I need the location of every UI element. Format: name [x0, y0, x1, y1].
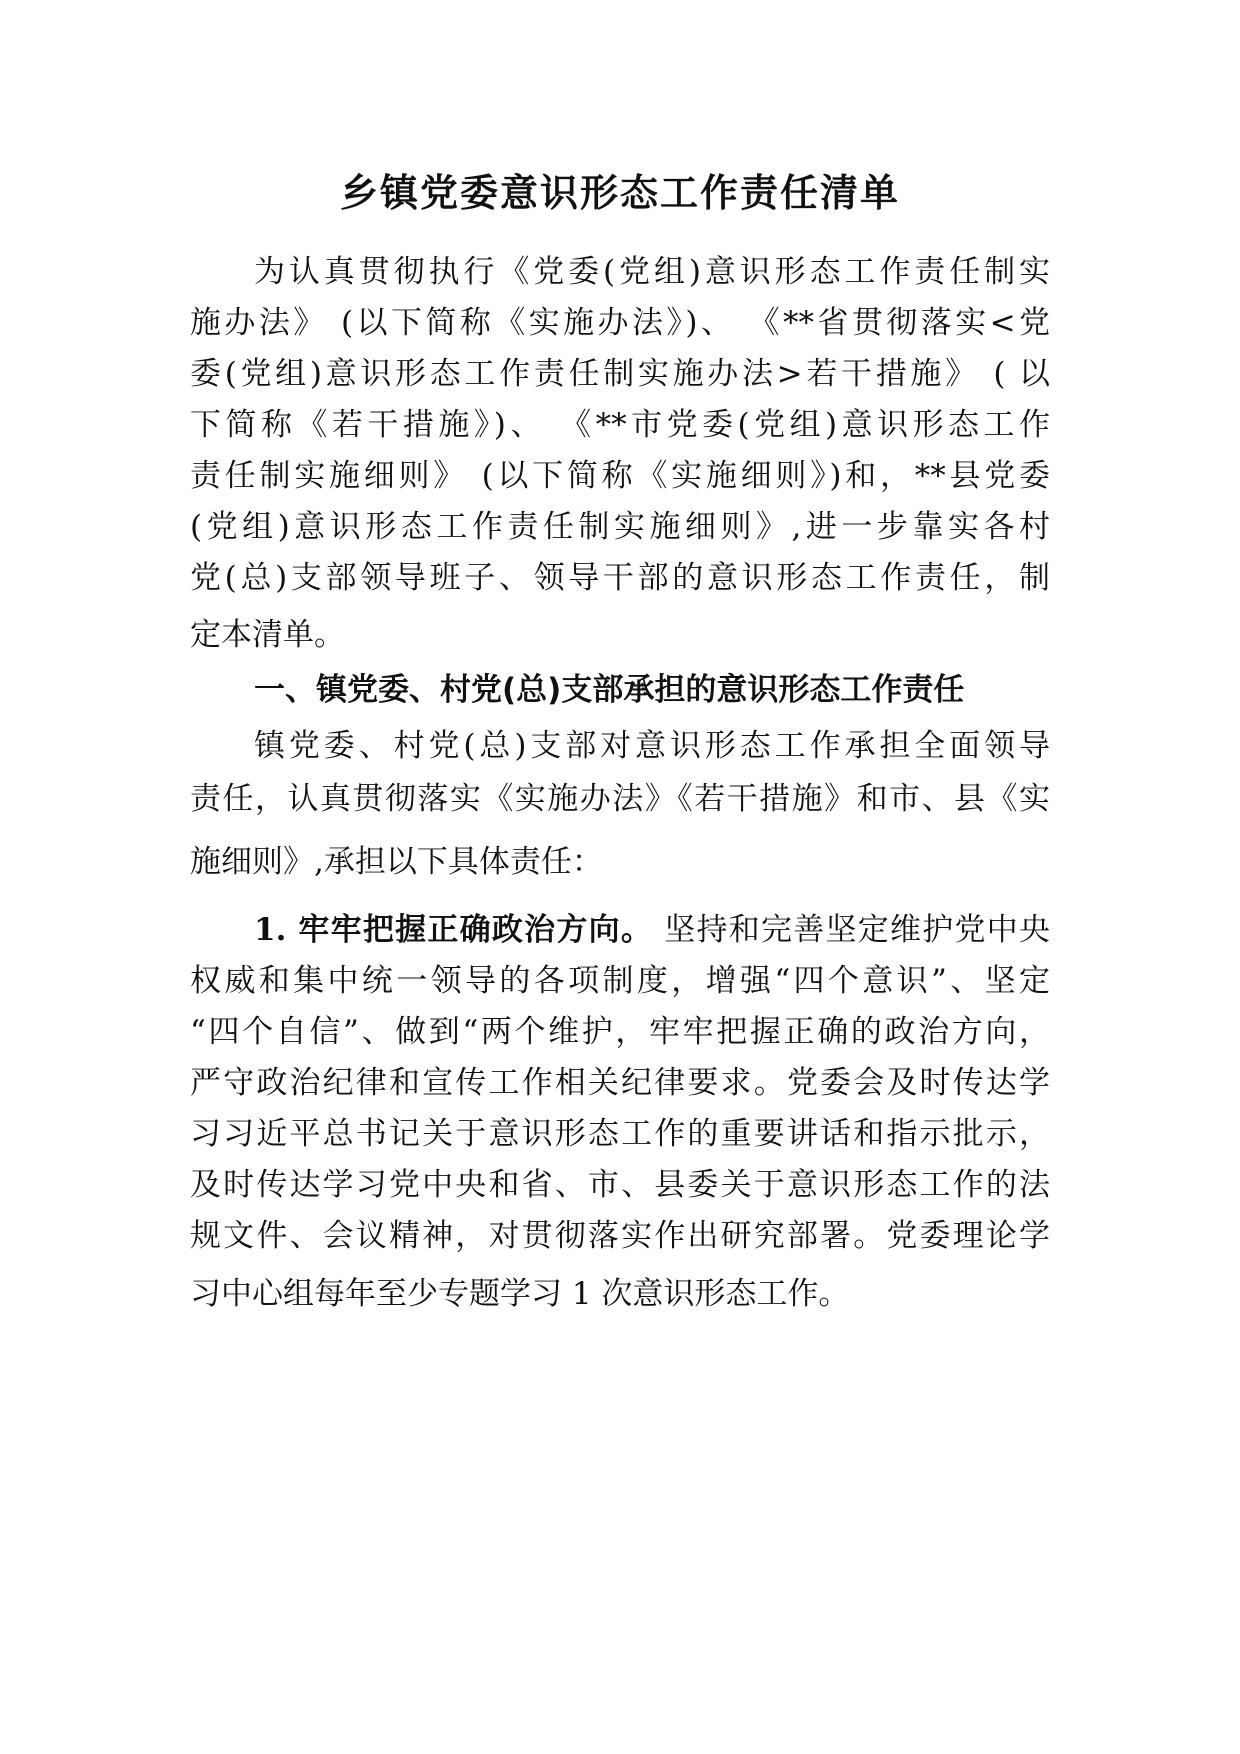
item1-line: 习中心组每年至少专题学习 1 次意识形态工作。	[190, 1276, 850, 1312]
item1-line: 严守政治纪律和宣传工作相关纪律要求。党委会及时传达学	[190, 1065, 1050, 1101]
section1-line: 责任，认真贯彻落实《实施办法》《若干措施》和市、县《实	[190, 781, 1050, 817]
document-title: 乡镇党委意识形态工作责任清单	[339, 171, 900, 215]
item1-label: 1. 牢牢把握正确政治方向。	[254, 912, 654, 948]
item1-line: 及时传达学习党中央和省、市、县委关于意识形态工作的法	[190, 1167, 1050, 1203]
item1-line: 习习近平总书记关于意识形态工作的重要讲话和指示批示，	[190, 1116, 1050, 1152]
intro-line: 委(党组)意识形态工作责任制实施办法>若干措施》 ( 以	[190, 356, 1050, 392]
item1-first-line	[254, 910, 1050, 950]
item1-line: 权威和集中统一领导的各项制度，增强“四个意识”、坚定	[190, 963, 1050, 999]
intro-line: (党组)意识形态工作责任制实施细则》,进一步靠实各村	[190, 509, 1050, 545]
item1-line: “四个自信”、做到“两个维护，牢牢把握正确的政治方向，	[190, 1014, 1050, 1050]
intro-line: 定本清单。	[190, 617, 345, 653]
section1-line: 施细则》,承担以下具体责任：	[190, 844, 603, 880]
section1-line: 镇党委、村党(总)支部对意识形态工作承担全面领导	[254, 728, 1050, 764]
intro-line: 下简称《若干措施》)、 《**市党委(党组)意识形态工作	[190, 407, 1050, 443]
item1-line: 规文件、会议精神，对贯彻落实作出研究部署。党委理论学	[190, 1218, 1050, 1254]
section-heading: 一、镇党委、村党(总)支部承担的意识形态工作责任	[254, 672, 965, 708]
item1-first-text: 坚持和完善坚定维护党中央	[664, 912, 1051, 948]
intro-line: 责任制实施细则》 (以下简称《实施细则》)和，**县党委	[190, 458, 1050, 494]
intro-line: 施办法》 (以下简称《实施办法》)、 《**省贯彻落实<党	[190, 305, 1050, 341]
intro-line: 为认真贯彻执行《党委(党组)意识形态工作责任制实	[254, 254, 1050, 290]
intro-line: 党(总)支部领导班子、领导干部的意识形态工作责任，制	[190, 560, 1050, 596]
